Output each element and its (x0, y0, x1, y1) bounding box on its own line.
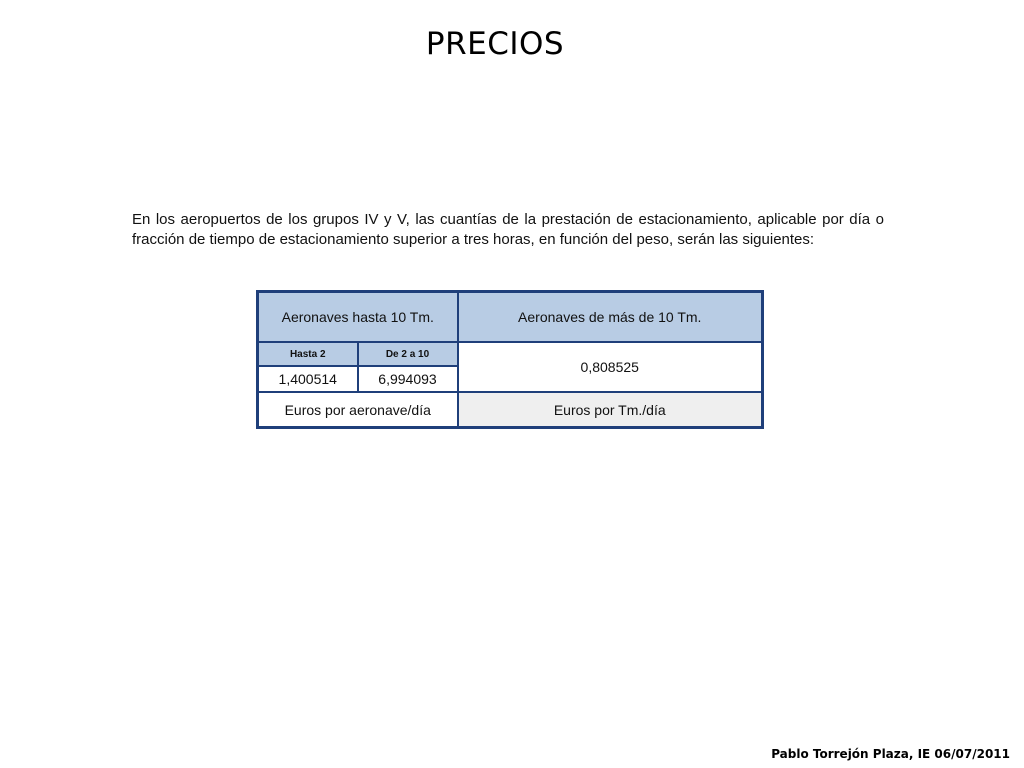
price-table (256, 290, 764, 429)
value-large-aircraft: 0,808525 (458, 342, 763, 392)
subheader-up-to-2: Hasta 2 (258, 342, 358, 366)
footer-credit: Pablo Torrejón Plaza, IE 06/07/2011 (771, 747, 1010, 761)
unit-small-aircraft: Euros por aeronave/día (258, 392, 458, 428)
value-up-to-2: 1,400514 (258, 366, 358, 392)
table-row (258, 342, 763, 366)
unit-large-aircraft: Euros por Tm./día (458, 392, 763, 428)
table-row (258, 392, 763, 428)
intro-paragraph: En los aeropuertos de los grupos IV y V, las cuantías de la prestación de estacionamiento, aplicable por día o fracción de tiempo de estacionamiento superior a tres horas, en función del peso, serán las siguientes: (132, 211, 884, 248)
subheader-2-to-10: De 2 a 10 (358, 342, 458, 366)
header-small-aircraft: Aeronaves hasta 10 Tm. (258, 292, 458, 343)
header-large-aircraft: Aeronaves de más de 10 Tm. (458, 292, 763, 343)
value-2-to-10: 6,994093 (358, 366, 458, 392)
page-title: PRECIOS (425, 26, 565, 62)
table-row (258, 292, 763, 343)
